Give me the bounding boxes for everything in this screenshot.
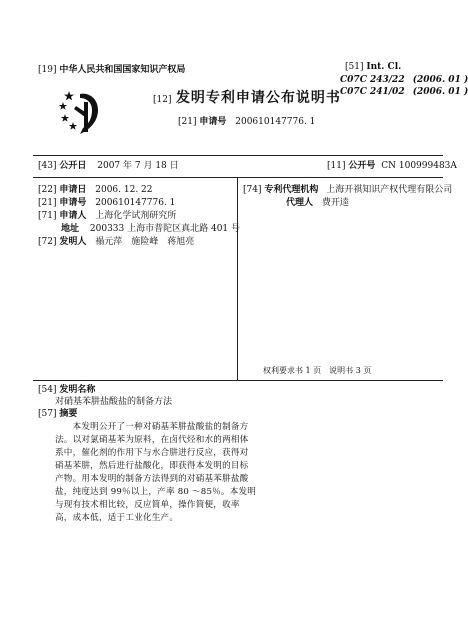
int-cl-entry-1 — [340, 75, 468, 86]
inventors-value: 褟元萍 施险峰 蒋旭亮 — [95, 237, 195, 247]
inventors — [38, 237, 194, 248]
pub-no-value: CN 100999483A — [381, 161, 457, 171]
pub-type-title: 发明专利申请公布说明书 — [175, 90, 341, 106]
int-cl-heading — [345, 62, 401, 73]
filing-date-value: 2006. 12. 22 — [95, 185, 153, 195]
filing-date-label: 申请日 — [59, 185, 87, 195]
app-no-code: [21] — [178, 117, 197, 127]
int-cl-2: C07C 241/02 — [340, 87, 405, 97]
agent-value: 费开逵 — [321, 198, 349, 208]
application-number-label: 申请号 — [59, 198, 87, 208]
filing-date-code: [22] — [38, 185, 57, 195]
office-code: [19] — [38, 65, 57, 75]
agency-code: [74] — [243, 185, 262, 195]
publication-title — [153, 90, 341, 109]
address — [61, 224, 240, 235]
app-no-label: 申请号 — [199, 117, 227, 127]
abstract-line: 产物。用本发明的制备方法得到的对硝基苯肼盐酸 — [55, 474, 249, 484]
divider-title — [33, 380, 443, 381]
invention-title-label: 发明名称 — [59, 385, 96, 395]
int-cl-2-version: (2006. 01 ) — [412, 87, 468, 97]
int-cl-1-version: (2006. 01 ) — [412, 75, 468, 85]
invention-title-code: [54] — [38, 385, 57, 395]
divider-biblio — [33, 177, 443, 178]
agency-label: 专利代理机构 — [264, 185, 319, 195]
address-value: 200333 上海市普陀区真北路 401 号 — [89, 224, 241, 234]
page-counts: 权利要求书 1 页 说明书 3 页 — [263, 366, 372, 375]
pub-date-label: 公开日 — [59, 161, 87, 171]
abstract-line: 与现有技术相比较，反应简单，操作简便，收率 — [55, 500, 240, 510]
int-cl-1: C07C 243/22 — [340, 75, 405, 85]
abstract-line: 盐，纯度达到 99％以上，产率 80 ～85％。本发明 — [55, 487, 257, 497]
pub-no-label: 公开号 — [348, 161, 376, 171]
abstract-line: 法。以对氯硝基苯为原料，在卤代烃和水的两相体 — [55, 435, 249, 445]
divider-vertical — [237, 177, 238, 380]
application-number-code: [21] — [38, 198, 57, 208]
agency-value: 上海开祺知识产权代理有限公司 — [326, 185, 453, 195]
app-no-value: 200610147776. 1 — [235, 117, 316, 127]
inventors-code: [72] — [38, 237, 57, 247]
int-cl-entry-2 — [340, 87, 468, 98]
invention-title-heading — [38, 385, 95, 396]
patent-agency — [243, 185, 452, 196]
agent-label: 代理人 — [286, 198, 314, 208]
address-label: 地址 — [61, 224, 80, 234]
publication-date — [38, 161, 179, 172]
abstract-line: 系中，催化剂的作用下与水合肼进行反应，获得对 — [55, 448, 249, 458]
int-cl-code: [51] — [345, 62, 364, 72]
abstract-code: [57] — [38, 409, 57, 419]
pub-no-code: [11] — [327, 161, 346, 171]
abstract-body — [55, 421, 430, 525]
publication-number — [327, 161, 457, 172]
abstract-heading — [38, 409, 77, 420]
filing-date — [38, 185, 153, 196]
sipo-logo-icon — [58, 88, 106, 138]
applicant — [38, 211, 176, 222]
applicant-label: 申请人 — [59, 211, 87, 221]
applicant-code: [71] — [38, 211, 57, 221]
int-cl-label: Int. Cl. — [366, 62, 402, 72]
header-application-number — [178, 117, 315, 128]
abstract-line: 本发明公开了一种对硝基苯肼盐酸盐的制备方 — [55, 422, 249, 432]
abstract-line: 高，成本低，适于工业化生产。 — [55, 513, 179, 523]
office-name: 中华人民共和国国家知识产权局 — [59, 65, 186, 75]
abstract-label: 摘要 — [59, 409, 78, 419]
pub-date-code: [43] — [38, 161, 57, 171]
applicant-value: 上海化学试剂研究所 — [95, 211, 177, 221]
pub-type-code: [12] — [153, 95, 172, 105]
invention-title: 对硝基苯肼盐酸盐的制备方法 — [55, 397, 173, 407]
inventors-label: 发明人 — [59, 237, 87, 247]
abstract-line: 硝基苯肼，然后进行盐酸化，即获得本发明的目标 — [55, 461, 249, 471]
application-number-value: 200610147776. 1 — [95, 198, 176, 208]
office-header — [38, 65, 185, 76]
pub-date-value: 2007 年 7 月 18 日 — [97, 161, 179, 171]
application-number — [38, 198, 175, 209]
patent-agent — [286, 198, 349, 209]
divider-top — [33, 155, 443, 156]
